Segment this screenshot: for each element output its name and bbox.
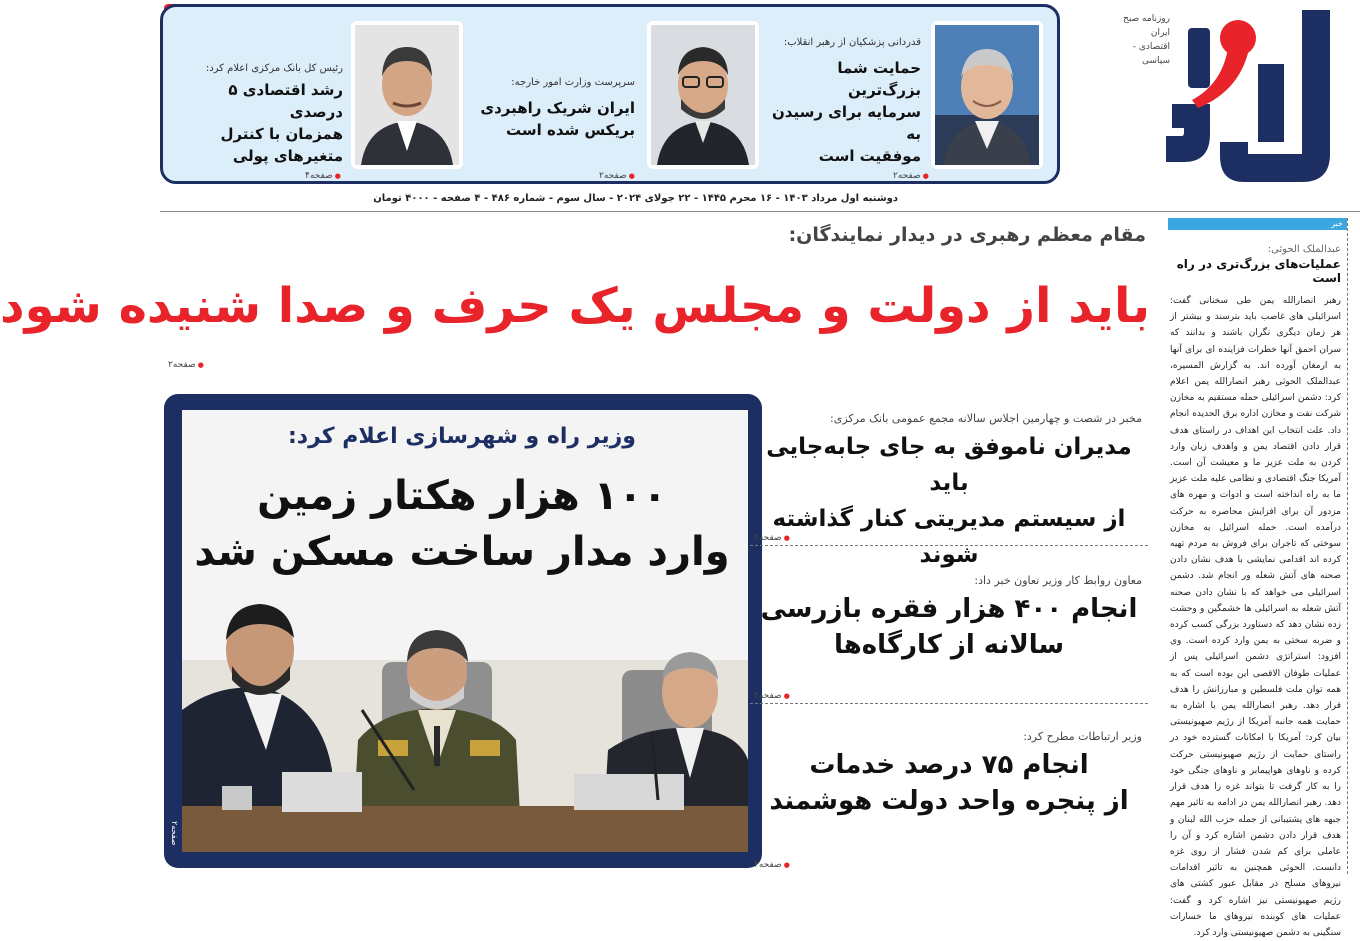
photo-story-kicker: وزیر راه و شهرسازی اعلام کرد: — [288, 424, 636, 449]
teaser-pezeshkian[interactable] — [767, 15, 1057, 181]
newspaper-logo[interactable] — [1152, 4, 1342, 186]
teaser-page-ref[interactable]: ● صفحه۲ — [893, 171, 929, 181]
story-page-ref[interactable]: ● صفحه۴ — [754, 860, 790, 870]
photo-story-side-label: صفحه۲ — [170, 821, 179, 846]
photo-story-headline-line: ۱۰۰ هزار هکتار زمین — [257, 473, 667, 519]
teaser-page-ref[interactable]: ● صفحه۴ — [305, 171, 341, 181]
story-headline-line: انجام ۴۰۰ هزار فقره بازرسی — [760, 594, 1138, 624]
dateline-text: دوشنبه اول مرداد ۱۴۰۳ - ۱۶ محرم ۱۴۴۵ - ۲۲ جولای ۲۰۲۴ - سال سوم - شماره ۴۸۶ - ۴ صفحه - ۴۰۰۰ تومان — [373, 193, 898, 204]
portrait-man-glasses-icon — [651, 25, 755, 165]
dateline — [160, 190, 1360, 212]
masthead — [160, 0, 1360, 188]
story-headline-line: از پنجره واحد دولت هوشمند — [769, 786, 1129, 816]
story-kicker: معاون روابط کار وزیر تعاون خبر داد: — [974, 574, 1142, 587]
teaser-headline[interactable] — [475, 97, 635, 141]
story-headline[interactable] — [750, 747, 1148, 819]
teaser-headline-line: همزمان با کنترل — [220, 125, 343, 143]
lead-headline[interactable]: باید از دولت و مجلس یک حرف و صدا شنیده شود — [0, 278, 1150, 334]
teaser-headline-line: ایران شریک راهبردی — [480, 99, 635, 117]
story-headline-line: از سیستم مدیریتی کنار گذاشته شوند — [772, 506, 1126, 568]
story-page-ref[interactable]: ● صفحه۴ — [754, 691, 790, 701]
tagline-line-1: روزنامه صبح ایران — [1123, 14, 1170, 38]
teaser-farzin[interactable] — [163, 15, 463, 181]
teaser-page-ref[interactable]: ● صفحه۲ — [599, 171, 635, 181]
sidebar-body: رهبر انصارالله یمن طی سخنانی گفت: اسرائیلی های غاصب باید بترسند و بیشتر از هر زمان دیگری نگران باشند و بدانند که سران احمق آنها خطرات فزاینده ای برای آنها به ارمغان آورده اند. به گزارش المسیره، عبدالملک الحوثی رهبر انصارالله یمن اعلام کرد: دشمن اسرائیلی حمله مستقیم به مخازن شرکت نفت و مخازن اداره برق الحدیده انجام داد. علت انتخاب این اهداف در راستای هدف قرار دادن اقتصاد یمن و واهدف زبان وارد کردن به ملت عزیز ما و معیشت آن است. آمریکا جنگ اقتصادی و نظامی علیه ملت عزیز ما به راه انداخته است و ادوات و مهره های مزدور آن برای افزایش محاصره به حرکت درآمده است. حمله اسرائیل به مخازن سوختی که تاجران برای فروش به مردم تهیه کرده اند اقدامی نمایشی با هدف نشان دادن صحنه های آتش شعله ور انجام شد. دشمن اسرائیلی می خواهد که با نشان دادن صحنه آتش شعله به اسرائیلی ها خشمگین و وحشت زده نشان دهد که دستاورد بزرگی کسب کرده و ضربه سختی به یمن وارد کرده است. وی افزود: استراتژی دشمن اسرائیلی پس از عملیات طوفان الاقصی این بوده است که به همه توان ملت فلسطین و مبارزانش را هدف قرار دهد. رهبر انصارالله یمن با اشاره به حمایت همه جانبه آمریکا از رژیم صهیونیستی بیان کرد: آمریکا با امکانات گسترده خود در راستای حمایت از رژیم صهیونیستی حرکت کرده و ناوهای هواپیمابر و ناوهای جنگی خود را به کار گرفت تا بتواند غزه را هدف قرار دهد. رهبر انصارالله یمن در ادامه به تاثیر مهم جبهه های پشتیبانی از جمله حزب الله لبنان و هدف قرار دادن دشمن اشاره کرد و آن را عاملی برای کم شدن فشار از روی غزه دانست. الحوثی همچنین به تاثیر اقدامات نیروهای مسلح در مقابل عبور کشتی های رژیم صهیونیستی نیز اشاره کرد و گفت: عملیات های کوبنده نیروهای ما خسارات سنگینی به دشمن صهیونیستی وارد کرد. — [1170, 296, 1341, 938]
story-kicker: وزیر ارتباطات مطرح کرد: — [1023, 730, 1142, 743]
lead-page-ref[interactable]: ● صفحه۲ — [168, 360, 204, 370]
sidebar-label: خبر — [1168, 218, 1347, 230]
sidebar-kicker: عبدالملک الحوثی: — [1267, 244, 1341, 255]
story-headline-line: سالانه از کارگاه‌ها — [833, 630, 1065, 660]
teaser-headline[interactable] — [173, 79, 343, 167]
lead-kicker: مقام معظم رهبری در دیدار نمایندگان: — [788, 224, 1146, 246]
teaser-headline-line: بریکس شده است — [505, 121, 635, 139]
teaser-headline-line: متغیرهای پولی — [232, 147, 343, 165]
teaser-photo — [931, 21, 1043, 169]
teaser-kicker: رئیس کل بانک مرکزی اعلام کرد: — [205, 63, 343, 74]
story-headline[interactable] — [750, 591, 1148, 663]
teaser-headline-line: سرمایه برای رسیدن به — [771, 103, 921, 143]
teaser-bagheri[interactable] — [465, 15, 759, 181]
teaser-band — [160, 4, 1060, 184]
photo-story-headline-line: وارد مدار ساخت مسکن شد — [194, 529, 730, 575]
teaser-headline[interactable] — [771, 57, 921, 167]
photo-story-headline[interactable] — [162, 468, 762, 580]
photo-story[interactable] — [164, 394, 762, 868]
story-headline-line: مدیران ناموفق به جای جابه‌جایی باید — [766, 434, 1132, 496]
story-inspections[interactable] — [750, 566, 1148, 704]
portrait-man-suit-icon — [355, 25, 459, 165]
portrait-elderly-man-icon — [935, 25, 1039, 165]
teaser-headline-line: حمایت شما بزرگ‌ترین — [837, 59, 921, 99]
story-smart-government[interactable] — [750, 722, 1148, 872]
teaser-photo — [351, 21, 463, 169]
tagline-line-2: اقتصادی - سیاسی — [1132, 42, 1170, 66]
teaser-headline-line: موفقیت است — [818, 147, 921, 165]
sidebar-column — [1168, 218, 1348, 938]
teaser-kicker: سرپرست وزارت امور خارجه: — [511, 77, 635, 88]
logo-tagline — [1110, 12, 1170, 68]
sidebar-headline[interactable]: عملیات‌های بزرگ‌تری در راه است — [1176, 257, 1341, 285]
story-mokhber[interactable] — [750, 404, 1148, 568]
story-headline[interactable] — [750, 429, 1148, 573]
story-kicker: مخبر در شصت و چهارمین اجلاس سالانه مجمع عمومی بانک مرکزی: — [830, 412, 1142, 425]
story-headline-line: انجام ۷۵ درصد خدمات — [809, 750, 1089, 780]
teaser-photo — [647, 21, 759, 169]
teaser-headline-line: رشد اقتصادی ۵ درصدی — [228, 81, 343, 121]
teaser-kicker: قدردانی پزشکیان از رهبر انقلاب: — [783, 37, 921, 48]
story-page-ref[interactable]: ● صفحه۲ — [754, 533, 790, 543]
